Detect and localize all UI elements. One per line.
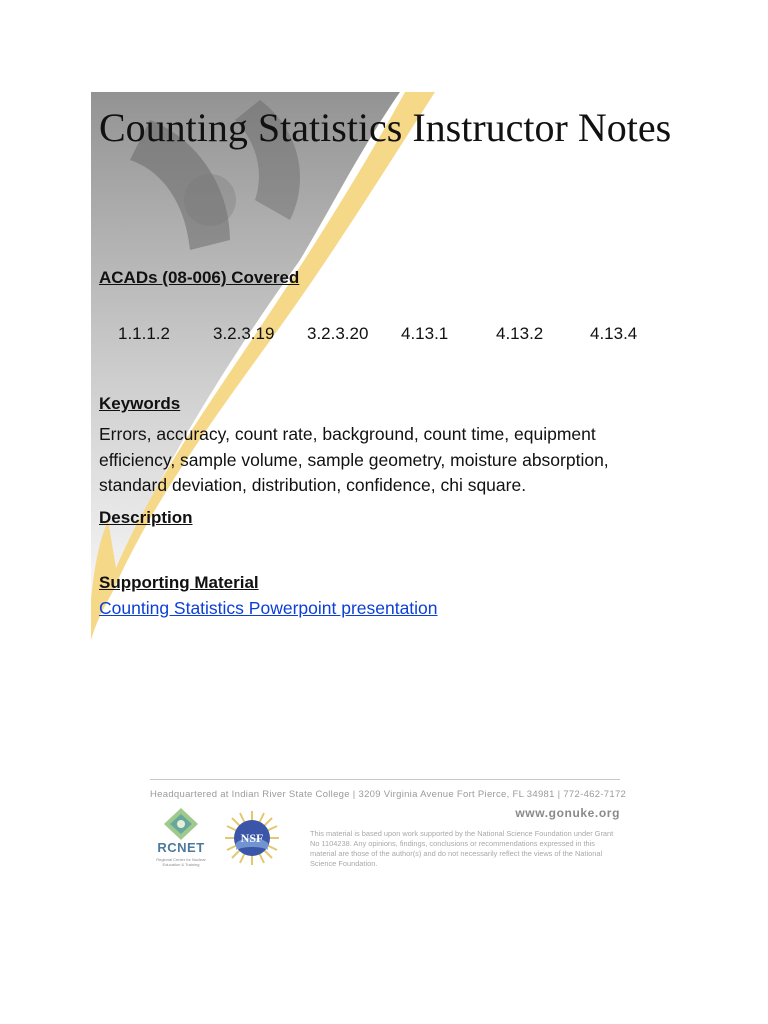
acad-code: 4.13.4 (590, 324, 638, 343)
acad-code: 1.1.1.2 (118, 324, 170, 343)
footer-divider (150, 779, 620, 780)
nsf-logo-icon (224, 810, 280, 866)
footer-funding-note: This material is based upon work supported by the National Science Foundation under Grant No 1104238. Any opinions, findings, conclusions or recommendations expressed in this material are those of the author(s) and do not necessarily reflect the views of the National Science Foundation. (310, 829, 614, 868)
acads-heading: ACADs (08-006) Covered (99, 268, 300, 287)
description-heading: Description (99, 508, 193, 527)
keywords-text: Errors, accuracy, count rate, background, count time, equipment efficiency, sample volume, sample geometry, moisture absorption, standard deviation, distribution, confidence, chi square. (99, 424, 609, 495)
acad-code: 4.13.1 (401, 324, 449, 343)
page-title: Counting Statistics Instructor Notes (99, 105, 672, 150)
acad-code: 3.2.3.20 (307, 324, 369, 343)
keywords-heading: Keywords (99, 394, 181, 413)
supporting-material-heading: Supporting Material (99, 573, 259, 592)
rcnet-logo-subtext: Regional Center for Nuclear Education & Training (156, 857, 206, 867)
rcnet-logo-text: RCNET (157, 840, 205, 855)
nsf-logo-text: NSF (240, 831, 264, 845)
footer-address: Headquartered at Indian River State College | 3209 Virginia Avenue Fort Pierce, FL 34981 | 772-462-7172 (150, 789, 627, 800)
footer-website: www.gonuke.org (515, 806, 620, 820)
acad-code: 4.13.2 (496, 324, 544, 343)
acads-code-list (99, 324, 699, 346)
acad-code: 3.2.3.19 (213, 324, 275, 343)
powerpoint-presentation-link[interactable]: Counting Statistics Powerpoint presentation (99, 598, 438, 618)
